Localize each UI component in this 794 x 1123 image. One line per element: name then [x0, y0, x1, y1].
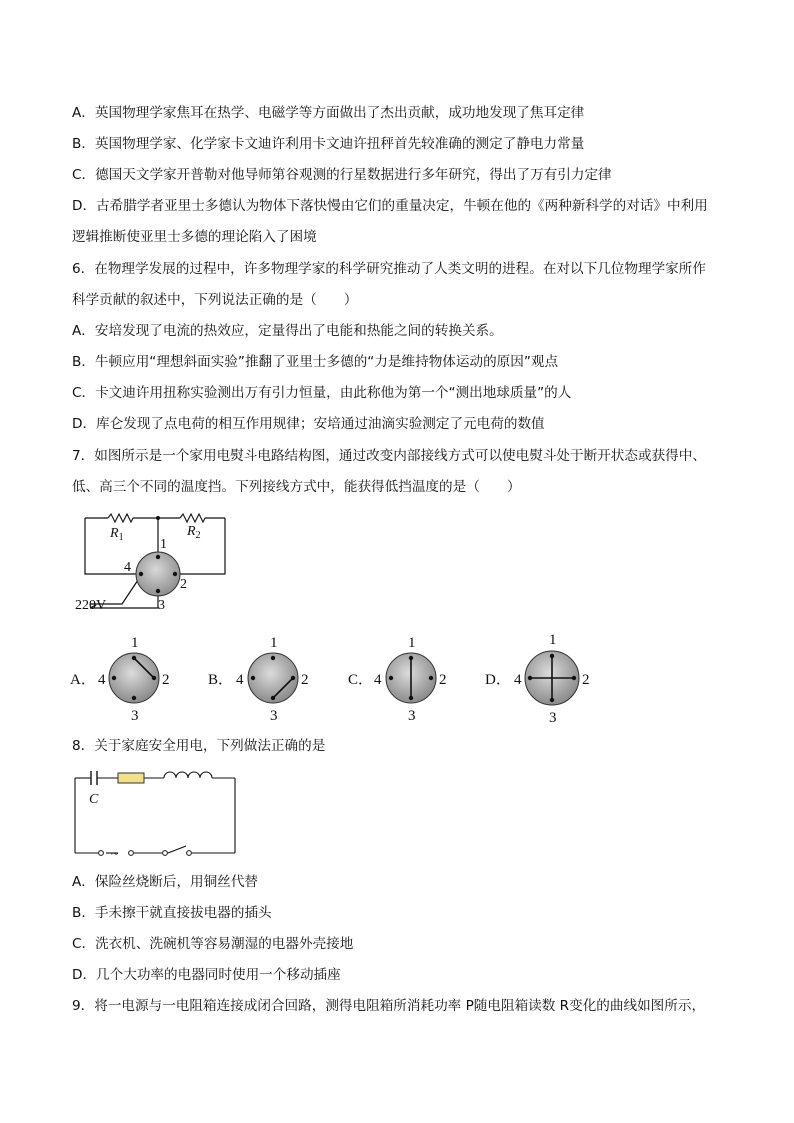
q7-stem-line2: 低、高三个不同的温度挡。下列接线方式中，能获得低挡温度的是（ ）: [72, 479, 521, 495]
q6-option-a: A．安培发现了电流的热效应，定量得出了电能和热能之间的转换关系。: [72, 323, 503, 339]
option-a-diagram[interactable]: [70, 635, 170, 724]
q7-stem-line1: 7．如图所示是一个家用电熨斗电路结构图，通过改变内部接线方式可以使电熨斗处于断开状态或获得中、: [72, 448, 706, 464]
option-d-n3: 3: [549, 710, 557, 726]
q8-option-b: B．手未擦干就直接拔电器的插头: [72, 905, 272, 921]
q5-option-d-line2: 逻辑推断使亚里士多德的理论陷入了困境: [72, 229, 317, 245]
q9-stem-line1: 9．将一电源与一电阻箱连接成闭合回路，测得电阻箱所消耗功率 P随电阻箱读数 R变化的曲线如图所示，: [72, 998, 706, 1014]
terminal-4-label: 4: [124, 560, 131, 575]
fuse-resistor: [118, 773, 144, 783]
q5-option-c: C．德国天文学家开普勒对他导师第谷观测的行星数据进行多年研究，得出了万有引力定律: [72, 167, 612, 183]
option-c-n1: 1: [408, 635, 416, 651]
resistor-r2: [180, 514, 205, 522]
option-b-n1: 1: [270, 635, 278, 651]
q6-stem-line2: 科学贡献的叙述中，下列说法正确的是（ ）: [72, 292, 358, 308]
terminal-3-label: 3: [158, 598, 165, 613]
resistor-r1: [108, 514, 133, 522]
option-d-n1: 1: [549, 632, 557, 648]
option-c-label: C．: [348, 672, 374, 688]
q8-option-a: A．保险丝烧断后，用铜丝代替: [72, 874, 259, 890]
q7-options-figure: [70, 630, 740, 726]
q6-stem-line1: 6．在物理学发展的过程中，许多物理学家的科学研究推动了人类文明的进程。在对以下几位物理学家所作: [72, 261, 706, 277]
option-c-n3: 3: [408, 708, 416, 724]
q8-option-c: C．洗衣机、洗碗机等容易潮湿的电器外壳接地: [72, 936, 354, 952]
q5-option-d-line1: D．古希腊学者亚里士多德认为物体下落快慢由它们的重量决定，牛顿在他的《两种新科学的对话》中利用: [72, 198, 708, 214]
q8-circuit-figure: [70, 765, 240, 860]
q5-option-b: B．英国物理学家、化学家卡文迪许利用卡文迪许扭秤首先较准确的测定了静电力常量: [72, 136, 585, 152]
option-a-label: A．: [70, 672, 96, 688]
option-a-n4: 4: [98, 672, 106, 688]
q8-stem: 8．关于家庭安全用电，下列做法正确的是: [72, 738, 326, 754]
option-b-n3: 3: [270, 708, 278, 724]
q5-option-a: A．英国物理学家焦耳在热学、电磁学等方面做出了杰出贡献，成功地发现了焦耳定律: [72, 105, 585, 121]
option-d-label: D．: [485, 672, 511, 688]
q8-option-d: D．几个大功率的电器同时使用一个移动插座: [72, 967, 341, 983]
ac-source-symbol: ~: [111, 847, 119, 862]
r2-label: $R_2$: [187, 524, 201, 541]
q6-option-c: C．卡文迪许用扭称实验测出万有引力恒量，由此称他为第一个“测出地球质量”的人: [72, 385, 572, 401]
option-a-n2: 2: [162, 672, 170, 688]
option-c-n2: 2: [439, 672, 447, 688]
option-b-n4: 4: [236, 672, 244, 688]
q7-circuit-figure: [70, 508, 240, 620]
capacitor-label: C: [89, 792, 99, 807]
q6-option-d: D．库仑发现了点电荷的相互作用规律；安培通过油滴实验测定了元电荷的数值: [72, 416, 545, 432]
terminal-1-label: 1: [160, 537, 167, 552]
option-b-diagram[interactable]: [208, 635, 309, 724]
option-a-n3: 3: [131, 708, 139, 724]
option-a-n1: 1: [131, 635, 139, 651]
option-d-diagram[interactable]: [485, 632, 590, 726]
terminal-2-label: 2: [180, 577, 187, 592]
option-d-n4: 4: [514, 672, 522, 688]
voltage-label: 220V: [75, 598, 107, 613]
r1-label: $R_1$: [110, 526, 124, 543]
option-b-n2: 2: [301, 672, 309, 688]
option-c-diagram[interactable]: [348, 635, 447, 724]
option-d-n2: 2: [582, 672, 590, 688]
option-b-label: B．: [208, 672, 234, 688]
q6-option-b: B．牛顿应用“理想斜面实验”推翻了亚里士多德的“力是维持物体运动的原因”观点: [72, 354, 559, 370]
option-c-n4: 4: [374, 672, 382, 688]
